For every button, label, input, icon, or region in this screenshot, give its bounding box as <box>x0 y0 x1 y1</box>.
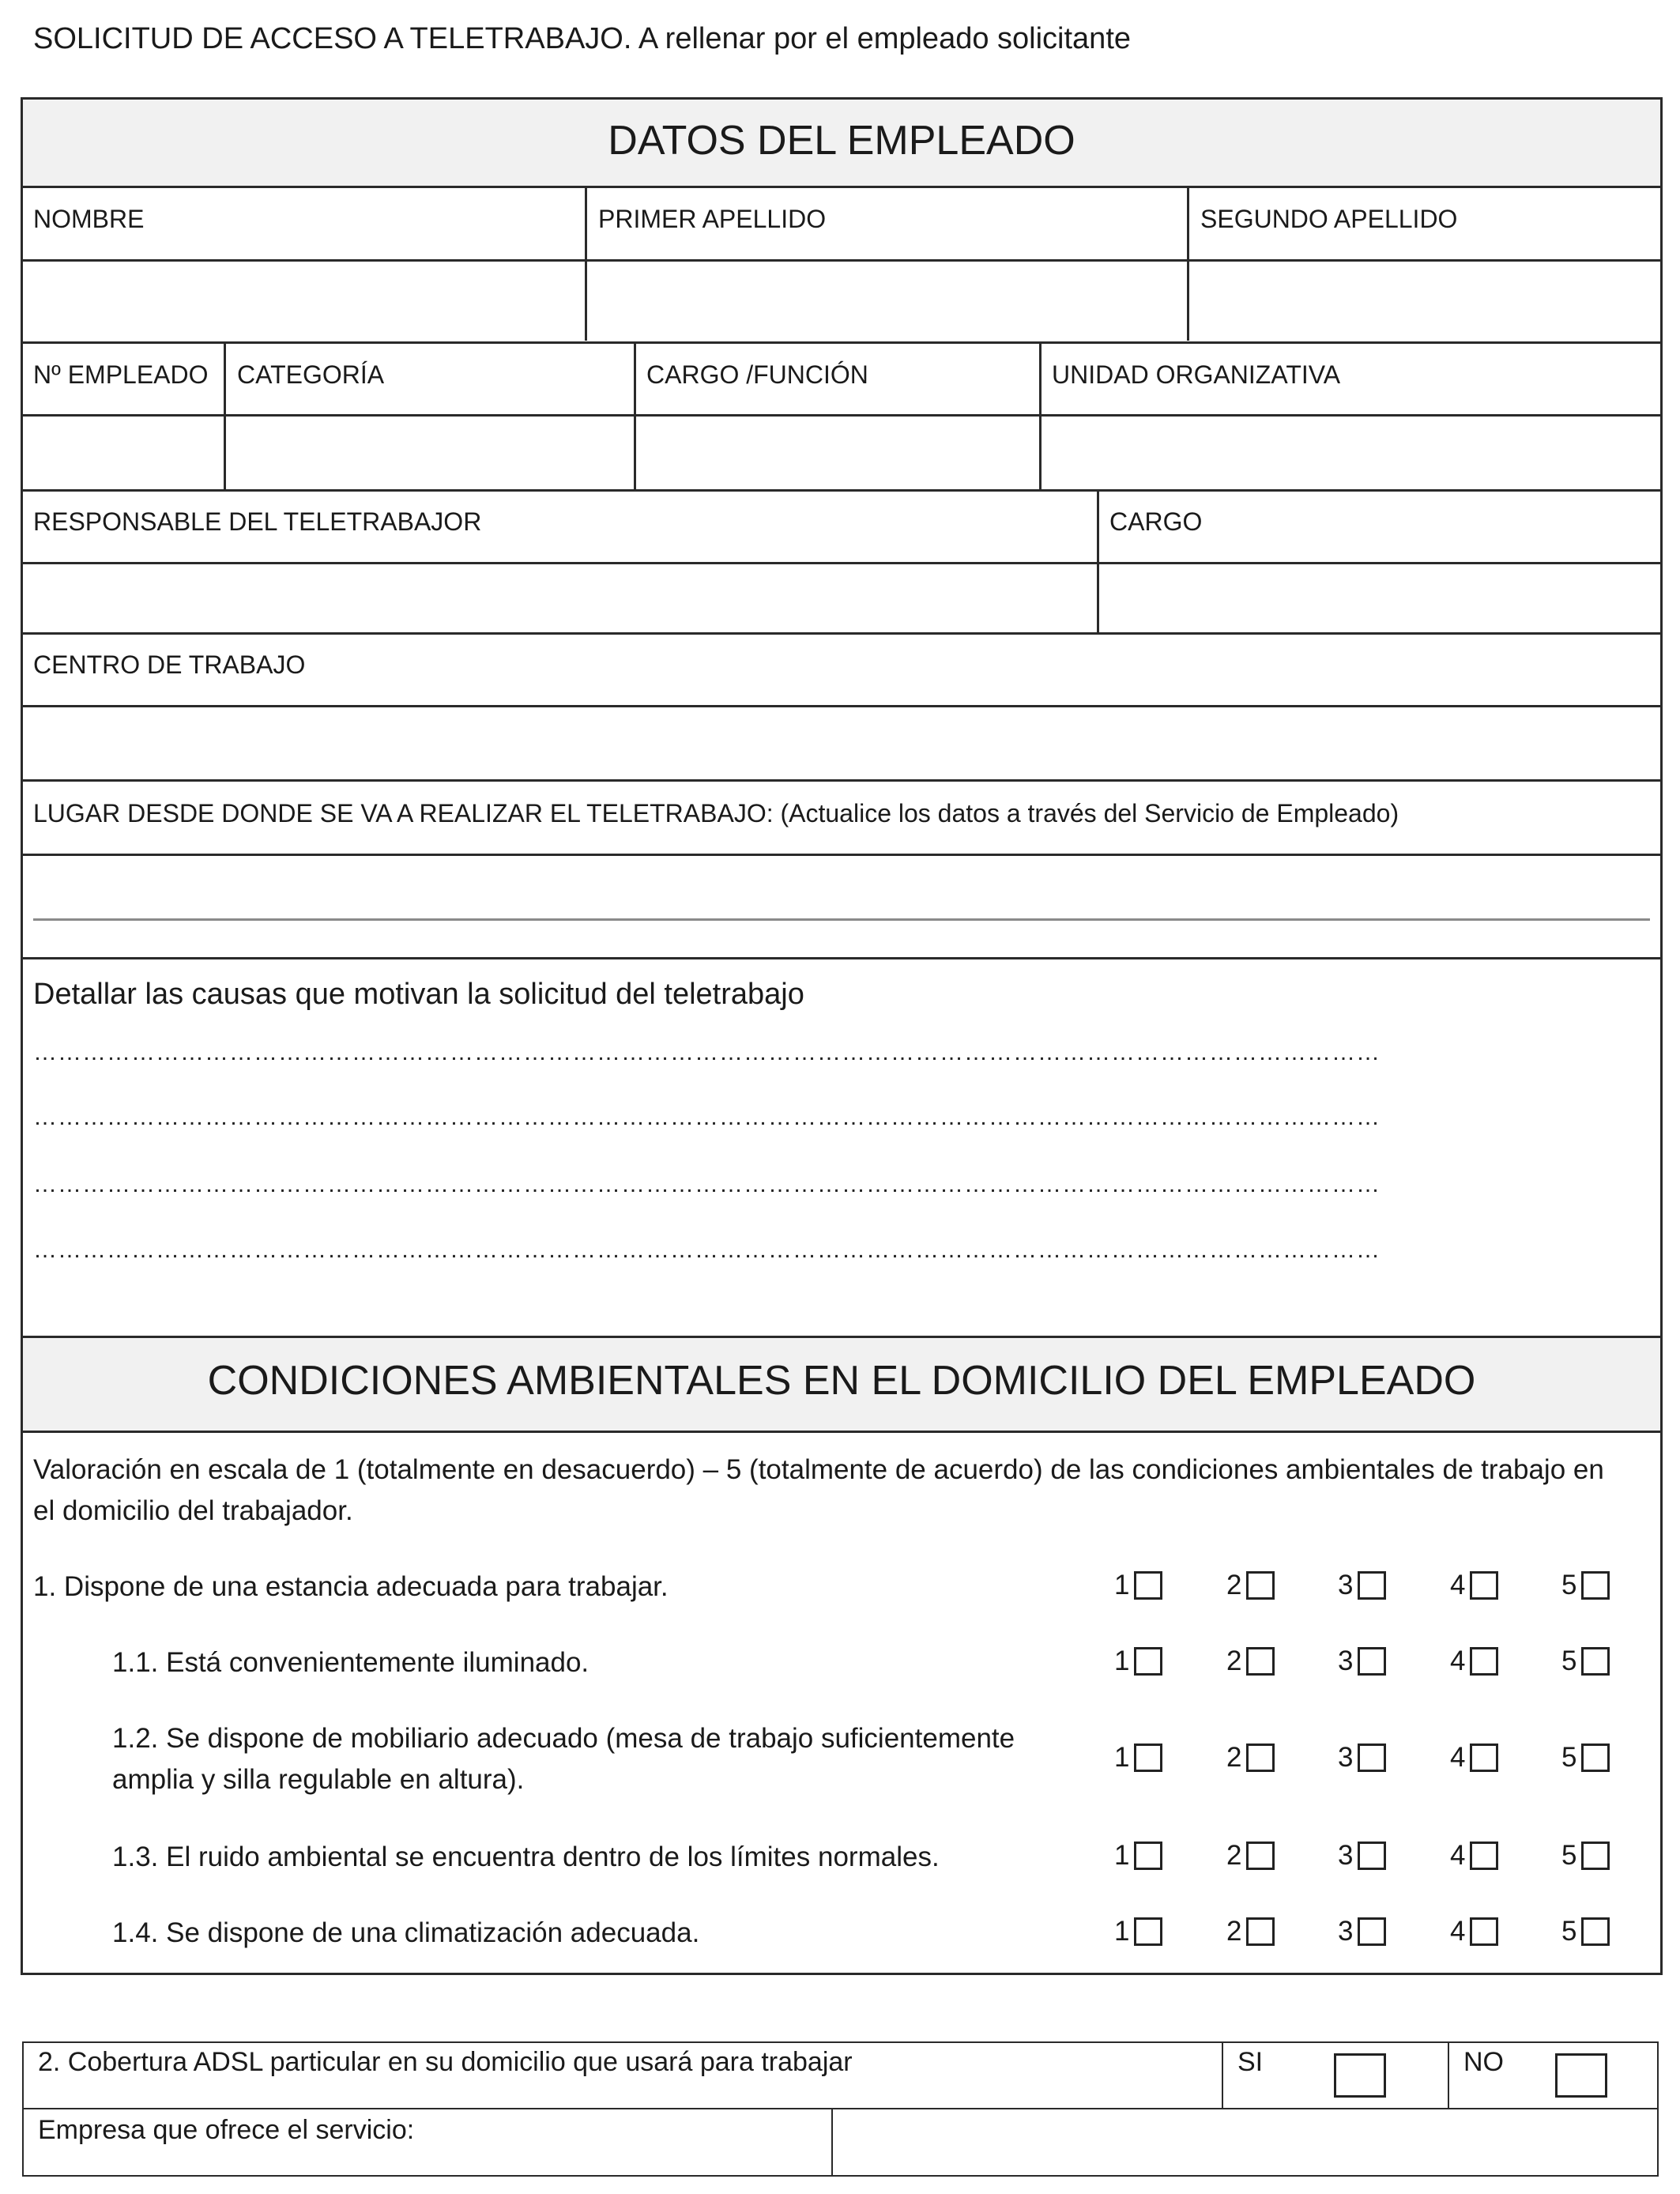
rating-checkbox-2[interactable] <box>1246 1842 1275 1870</box>
rating-label: 1 <box>1114 1646 1130 1676</box>
rating-checkbox-4[interactable] <box>1470 1917 1498 1946</box>
label-centro-trabajo: CENTRO DE TRABAJO <box>33 650 306 679</box>
rating-checkbox-1[interactable] <box>1134 1842 1162 1870</box>
rating-checkbox-4[interactable] <box>1470 1571 1498 1600</box>
cargo-field[interactable] <box>1100 565 1659 631</box>
rating-label: 2 <box>1226 1646 1242 1676</box>
rating-checkbox-3[interactable] <box>1358 1842 1386 1870</box>
rating-row <box>1114 1646 1628 1680</box>
adsl-no-label: NO <box>1463 2047 1504 2077</box>
rating-checkbox-4[interactable] <box>1470 1744 1498 1772</box>
label-n-empleado: Nº EMPLEADO <box>33 360 209 389</box>
rating-row <box>1114 1916 1628 1951</box>
adsl-si-checkbox[interactable] <box>1334 2053 1386 2098</box>
condiciones-intro: Valoración en escala de 1 (totalmente en desacuerdo) – 5 (totalmente de acuerdo) de las condiciones ambientales de trabajo en el domicilio del trabajador. <box>33 1454 1604 1526</box>
empresa-field[interactable] <box>834 2111 1656 2174</box>
rating-label: 1 <box>1114 1916 1130 1947</box>
rating-checkbox-5[interactable] <box>1581 1647 1610 1676</box>
lugar-field[interactable] <box>24 857 1659 956</box>
unidad-organizativa-field[interactable] <box>1042 417 1659 488</box>
label-cargo: CARGO <box>1109 507 1203 536</box>
rating-checkbox-2[interactable] <box>1246 1744 1275 1772</box>
rating-label: 3 <box>1338 1646 1354 1676</box>
adsl-question: 2. Cobertura ADSL particular en su domicilio que usará para trabajar <box>38 2047 853 2077</box>
rating-label: 2 <box>1226 1742 1242 1773</box>
label-causas: Detallar las causas que motivan la solicitud del teletrabajo <box>33 978 804 1011</box>
rating-label: 3 <box>1338 1742 1354 1773</box>
rating-checkbox-5[interactable] <box>1581 1744 1610 1772</box>
label-categoria: CATEGORÍA <box>237 360 385 389</box>
label-cargo-funcion: CARGO /FUNCIÓN <box>646 360 868 389</box>
adsl-no-checkbox[interactable] <box>1555 2053 1607 2098</box>
empresa-label: Empresa que ofrece el servicio: <box>38 2115 415 2145</box>
rating-checkbox-4[interactable] <box>1470 1842 1498 1870</box>
item-1-2-text: 1.2. Se dispone de mobiliario adecuado (mesa de trabajo suficientemente amplia y silla regulable en altura). <box>112 1723 1015 1795</box>
item-1-1-text: 1.1. Está convenientemente iluminado. <box>112 1647 590 1678</box>
rating-label: 1 <box>1114 1570 1130 1600</box>
causas-line-3[interactable]: ………………………………………………………………………………………………………………………………………………… <box>33 1171 1381 1197</box>
centro-trabajo-field[interactable] <box>24 708 1659 778</box>
rating-checkbox-1[interactable] <box>1134 1744 1162 1772</box>
item-1-text: 1. Dispone de una estancia adecuada para trabajar. <box>33 1571 669 1602</box>
label-lugar: LUGAR DESDE DONDE SE VA A REALIZAR EL TELETRABAJO: (Actualice los datos a través del Servicio de Empleado) <box>33 799 1399 827</box>
responsable-field[interactable] <box>24 565 1096 631</box>
rating-checkbox-2[interactable] <box>1246 1917 1275 1946</box>
label-responsable: RESPONSABLE DEL TELETRABAJOR <box>33 507 482 536</box>
rating-checkbox-2[interactable] <box>1246 1647 1275 1676</box>
item-1-3-text: 1.3. El ruido ambiental se encuentra dentro de los límites normales. <box>112 1842 940 1872</box>
rating-row <box>1114 1840 1628 1875</box>
rating-checkbox-5[interactable] <box>1581 1917 1610 1946</box>
categoria-field[interactable] <box>227 417 633 488</box>
segundo-apellido-field[interactable] <box>1190 262 1659 340</box>
rating-checkbox-2[interactable] <box>1246 1571 1275 1600</box>
rating-label: 5 <box>1561 1916 1577 1947</box>
n-empleado-field[interactable] <box>24 417 223 488</box>
causas-line-1[interactable]: ………………………………………………………………………………………………………………………………………………… <box>33 1039 1381 1065</box>
rating-label: 4 <box>1450 1916 1466 1947</box>
form-title: SOLICITUD DE ACCESO A TELETRABAJO. A rellenar por el empleado solicitante <box>33 22 1132 55</box>
rating-checkbox-3[interactable] <box>1358 1571 1386 1600</box>
rating-label: 5 <box>1561 1742 1577 1773</box>
rating-checkbox-1[interactable] <box>1134 1647 1162 1676</box>
section-title-condiciones: CONDICIONES AMBIENTALES EN EL DOMICILIO DEL EMPLEADO <box>207 1358 1476 1404</box>
nombre-field[interactable] <box>24 262 584 340</box>
rating-checkbox-3[interactable] <box>1358 1744 1386 1772</box>
rating-checkbox-5[interactable] <box>1581 1571 1610 1600</box>
rating-checkbox-1[interactable] <box>1134 1571 1162 1600</box>
rating-checkbox-3[interactable] <box>1358 1647 1386 1676</box>
rating-row <box>1114 1570 1628 1604</box>
cargo-funcion-field[interactable] <box>637 417 1038 488</box>
rating-checkbox-4[interactable] <box>1470 1647 1498 1676</box>
adsl-si-label: SI <box>1237 2047 1264 2077</box>
rating-label: 5 <box>1561 1840 1577 1871</box>
rating-label: 3 <box>1338 1570 1354 1600</box>
label-segundo-apellido: SEGUNDO APELLIDO <box>1200 205 1458 233</box>
item-1-4-text: 1.4. Se dispone de una climatización adecuada. <box>112 1917 700 1948</box>
rating-checkbox-1[interactable] <box>1134 1917 1162 1946</box>
rating-label: 2 <box>1226 1570 1242 1600</box>
rating-label: 4 <box>1450 1646 1466 1676</box>
rating-label: 2 <box>1226 1840 1242 1871</box>
label-unidad-organizativa: UNIDAD ORGANIZATIVA <box>1052 360 1341 389</box>
rating-label: 3 <box>1338 1840 1354 1871</box>
rating-checkbox-5[interactable] <box>1581 1842 1610 1870</box>
label-nombre: NOMBRE <box>33 205 145 233</box>
rating-label: 5 <box>1561 1646 1577 1676</box>
rating-label: 5 <box>1561 1570 1577 1600</box>
rating-label: 2 <box>1226 1916 1242 1947</box>
label-primer-apellido: PRIMER APELLIDO <box>598 205 827 233</box>
rating-label: 4 <box>1450 1570 1466 1600</box>
rating-label: 1 <box>1114 1840 1130 1871</box>
causas-line-4[interactable]: ………………………………………………………………………………………………………………………………………………… <box>33 1237 1381 1263</box>
rating-label: 1 <box>1114 1742 1130 1773</box>
rating-label: 4 <box>1450 1742 1466 1773</box>
primer-apellido-field[interactable] <box>588 262 1186 340</box>
section-title-datos: DATOS DEL EMPLEADO <box>608 118 1075 164</box>
rating-checkbox-3[interactable] <box>1358 1917 1386 1946</box>
rating-label: 4 <box>1450 1840 1466 1871</box>
causas-line-2[interactable]: ………………………………………………………………………………………………………………………………………………… <box>33 1104 1381 1130</box>
rating-label: 3 <box>1338 1916 1354 1947</box>
rating-row <box>1114 1742 1628 1777</box>
